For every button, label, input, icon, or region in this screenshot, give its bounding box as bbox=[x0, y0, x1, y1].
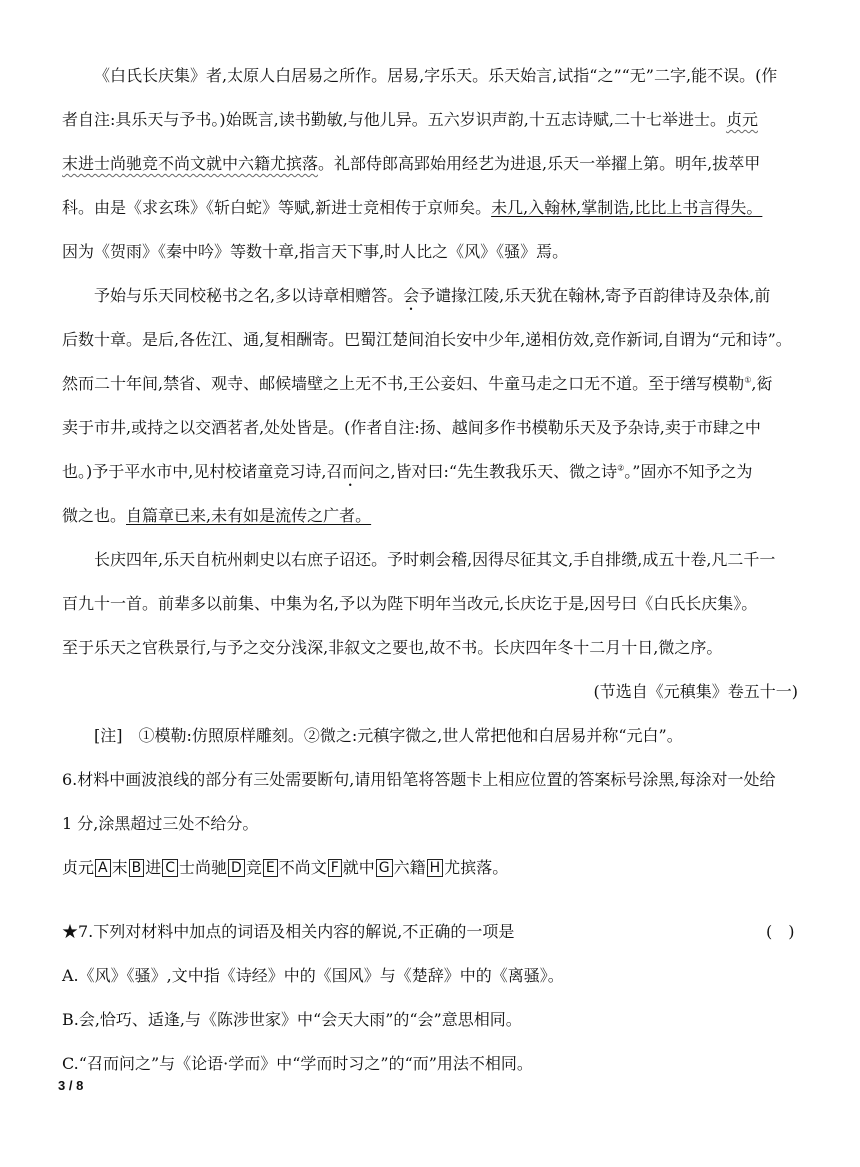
passage-text: 卖于市井,或持之以交酒茗者,处处皆是。(作者自注:扬、越间多作书模勒乐天及予杂诗,卖于市肆之中 bbox=[62, 418, 761, 437]
answer-box-e[interactable]: E bbox=[263, 859, 278, 877]
passage-line bbox=[62, 110, 802, 130]
passage-text: 长庆四年,乐天自杭州刺史以右庶子诏还。予时刺会稽,因得尽征其文,手自排缵,成五十卷,凡二千一 bbox=[94, 550, 776, 569]
answer-box-c[interactable]: C bbox=[162, 859, 178, 877]
punctuation-choices bbox=[62, 858, 802, 878]
answer-box-f[interactable]: F bbox=[328, 859, 342, 877]
passage-text: 至于乐天之官秩景行,与予之交分浅深,非叙文之要也,故不书。长庆四年冬十二月十日,微之序。 bbox=[62, 638, 723, 657]
passage-line bbox=[62, 638, 802, 658]
passage-line bbox=[62, 594, 802, 614]
segment-text: 进 bbox=[145, 858, 162, 877]
answer-box-g[interactable]: G bbox=[376, 859, 393, 877]
passage-line bbox=[62, 154, 802, 174]
segment-text: 末 bbox=[111, 858, 128, 877]
passage-text: 科。由是《求玄珠》《斩白蛇》等赋,新进士竞相传于京师矣。 bbox=[62, 198, 492, 217]
answer-box-d[interactable]: D bbox=[228, 859, 245, 877]
passage-line bbox=[62, 374, 802, 394]
option-b: B.会,恰巧、适逢,与《陈涉世家》中“会天大雨”的“会”意思相同。 bbox=[62, 1010, 522, 1029]
answer-box-b[interactable]: B bbox=[129, 859, 145, 877]
question-7-stem: ★7.下列对材料中加点的词语及相关内容的解说,不正确的一项是 bbox=[62, 922, 515, 941]
passage-line bbox=[62, 506, 802, 526]
passage-text: 问之,皆对曰:“先生教我乐天、微之诗 bbox=[358, 462, 618, 481]
passage-text: 也。)予于平水市中,见村校诸童竞习诗,召 bbox=[62, 462, 343, 481]
passage-text: 《白氏长庆集》者,太原人白居易之所作。居易,字乐天。乐天始言,试指“之”“无”二字,能不误。(作 bbox=[94, 66, 778, 85]
footnote-marker: ① bbox=[744, 375, 752, 385]
question-6-text: 1 分,涂黑超过三处不给分。 bbox=[62, 814, 259, 833]
passage-text: 。”固亦不知予之为 bbox=[624, 462, 753, 481]
underlined-sentence: 自篇章已来,未有如是流传之广者。 bbox=[126, 506, 372, 525]
segment-text: 六籍 bbox=[393, 858, 426, 877]
segment-text: 不尚文 bbox=[278, 858, 327, 877]
source-citation: (节选自《元稹集》卷五十一) bbox=[593, 682, 798, 701]
segment-text: 贞元 bbox=[62, 858, 95, 877]
segment-text: 就中 bbox=[342, 858, 375, 877]
passage-line bbox=[94, 550, 802, 570]
passage-text: 因为《贺雨》《秦中吟》等数十章,指言天下事,时人比之《风》《骚》焉。 bbox=[62, 242, 569, 261]
passage-line bbox=[94, 286, 802, 314]
page-number: 3 / 8 bbox=[58, 1078, 84, 1093]
answer-box-a[interactable]: A bbox=[95, 859, 111, 877]
answer-parentheses[interactable]: ( ) bbox=[766, 922, 795, 941]
dotted-word: 而 bbox=[342, 462, 359, 481]
segment-text: 士尚驰 bbox=[179, 858, 228, 877]
segment-text: 尤摈落。 bbox=[444, 858, 509, 877]
passage-text: ,衒 bbox=[751, 374, 773, 393]
underlined-sentence: 未几,入翰林,掌制诰,比比上书言得失。 bbox=[491, 198, 763, 217]
passage-text: 予始与乐天同校秘书之名,多以诗章相赠答。 bbox=[94, 286, 404, 305]
passage-text: 微之也。 bbox=[62, 506, 127, 525]
question-6-text: 6.材料中画波浪线的部分有三处需要断句,请用铅笔将答题卡上相应位置的答案标号涂黑,每涂对一处给 bbox=[62, 770, 776, 789]
passage-line bbox=[62, 242, 802, 262]
dotted-word: 会 bbox=[403, 286, 420, 305]
passage-line bbox=[62, 418, 802, 438]
passage-line bbox=[62, 330, 802, 350]
passage-line bbox=[62, 462, 802, 490]
footnote: [注] ①模勒:仿照原样雕刻。②微之:元稹字微之,世人常把他和白居易并称“元白”。 bbox=[94, 726, 683, 745]
wavy-segment: 末进士尚驰竞不尚文就中六籍尤摈落 bbox=[62, 154, 319, 173]
passage-text: 百九十一首。前辈多以前集、中集为名,予以为陛下明年当改元,长庆讫于是,因号曰《白氏长庆集》。 bbox=[62, 594, 758, 613]
option-c: C.“召而问之”与《论语·学而》中“学而时习之”的“而”用法不相同。 bbox=[62, 1054, 533, 1073]
option-a: A.《风》《骚》,文中指《诗经》中的《国风》与《楚辞》中的《离骚》。 bbox=[62, 966, 564, 985]
passage-text: 后数十章。是后,各佐江、通,复相酬寄。巴蜀江楚间洎长安中少年,递相仿效,竞作新词,自谓为“元和诗”。 bbox=[62, 330, 792, 349]
answer-box-h[interactable]: H bbox=[427, 859, 444, 877]
wavy-segment: 贞元 bbox=[725, 110, 758, 129]
footnote-marker: ② bbox=[617, 463, 625, 473]
passage-text: 。礼部侍郎高郢始用经艺为进退,乐天一举擢上第。明年,拔萃甲 bbox=[318, 154, 761, 173]
passage-line bbox=[94, 66, 802, 86]
passage-line bbox=[62, 198, 802, 218]
passage-text: 者自注:具乐天与予书。)始既言,读书勤敏,与他儿异。五六岁识声韵,十五志诗赋,二十七举进士。 bbox=[62, 110, 726, 129]
passage-text: 予谴掾江陵,乐天犹在翰林,寄予百韵律诗及杂体,前 bbox=[419, 286, 771, 305]
segment-text: 竞 bbox=[245, 858, 262, 877]
passage-text: 然而二十年间,禁省、观寺、邮候墙壁之上无不书,王公妾妇、牛童马走之口无不道。至于缮写模勒 bbox=[62, 374, 745, 393]
